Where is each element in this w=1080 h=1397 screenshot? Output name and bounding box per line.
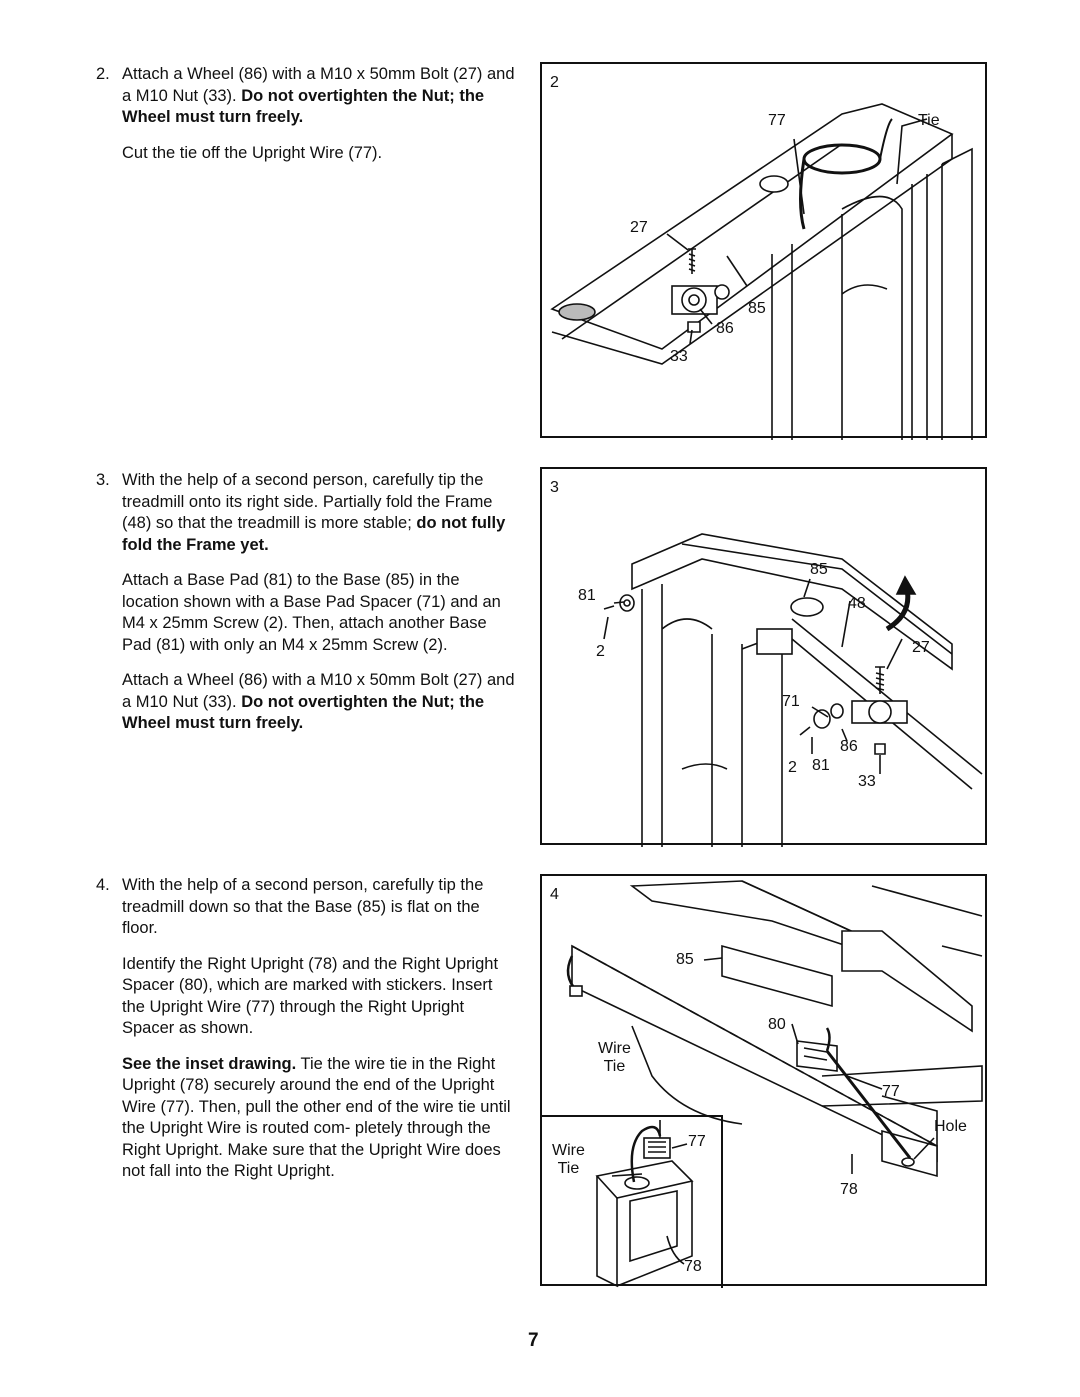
figure-number: 4 bbox=[550, 886, 559, 903]
callout-81: 81 bbox=[812, 757, 830, 774]
callout-71: 71 bbox=[782, 693, 800, 710]
figure-3-drawing bbox=[542, 469, 989, 847]
callout-77: 77 bbox=[882, 1083, 900, 1100]
step-number: 4. bbox=[96, 876, 110, 894]
step-paragraph: Cut the tie off the Upright Wire (77). bbox=[122, 143, 383, 162]
figure-4 bbox=[540, 874, 987, 1286]
step-paragraph: See the inset drawing. Tie the wire tie in the Right Upright (78) securely around the end of the Upright Wire (77). Then, pull the other end of the wire tie until the Upright Wire is routed com- pletely through the Right Upright. Make sure that the Upright Wire does not fall into the Right Upright. bbox=[122, 1054, 511, 1180]
callout-80: 80 bbox=[768, 1016, 786, 1033]
inset-callout-wire-tie: Wire Tie bbox=[552, 1142, 585, 1177]
callout-85: 85 bbox=[676, 951, 694, 968]
step-3 bbox=[96, 470, 516, 749]
callout-27: 27 bbox=[912, 639, 930, 656]
callout-wire-tie: Wire Tie bbox=[598, 1040, 631, 1075]
callout-hole: Hole bbox=[934, 1118, 967, 1135]
step-paragraph: Identify the Right Upright (78) and the Right Upright Spacer (80), which are marked with stickers. Insert the Upright Wire (77) through the Right Upright Spacer as shown. bbox=[122, 954, 499, 1037]
figure-number: 3 bbox=[550, 479, 559, 496]
step-number: 2. bbox=[96, 65, 110, 83]
step-4 bbox=[96, 875, 516, 1197]
callout-48: 48 bbox=[848, 595, 866, 612]
callout-81: 81 bbox=[578, 587, 596, 604]
figure-number: 2 bbox=[550, 74, 559, 91]
step-paragraph: Attach a Wheel (86) with a M10 x 50mm Bolt (27) and a M10 Nut (33). Do not overtighten the Nut; the Wheel must turn freely. bbox=[122, 65, 515, 126]
callout-85: 85 bbox=[810, 561, 828, 578]
step-2 bbox=[96, 64, 516, 178]
callout-86: 86 bbox=[840, 738, 858, 755]
callout-78: 78 bbox=[840, 1181, 858, 1198]
callout-2: 2 bbox=[788, 759, 797, 776]
step-paragraph: With the help of a second person, carefully tip the treadmill onto its right side. Partially fold the Frame (48) so that the treadmill is more stable; do not fully fold the Frame yet. bbox=[122, 471, 506, 554]
callout-85: 85 bbox=[748, 300, 766, 317]
inset-callout-77: 77 bbox=[688, 1133, 706, 1150]
step-paragraph: Attach a Wheel (86) with a M10 x 50mm Bolt (27) and a M10 Nut (33). Do not overtighten the Nut; the Wheel must turn freely. bbox=[122, 671, 515, 732]
figure-4-drawing bbox=[542, 876, 989, 1288]
step-paragraph: Attach a Base Pad (81) to the Base (85) in the location shown with a Base Pad Spacer (71) and an M4 x 25mm Screw (2). Then, attach another Base Pad (81) with only an M4 x 25mm Screw (2). bbox=[122, 571, 501, 654]
callout-77: 77 bbox=[768, 112, 786, 129]
callout-tie: Tie bbox=[918, 112, 940, 129]
callout-33: 33 bbox=[858, 773, 876, 790]
step-number: 3. bbox=[96, 471, 110, 489]
step-paragraph: With the help of a second person, carefully tip the treadmill down so that the Base (85) is flat on the floor. bbox=[122, 876, 484, 937]
callout-27: 27 bbox=[630, 219, 648, 236]
inset-callout-78: 78 bbox=[684, 1258, 702, 1275]
callout-86: 86 bbox=[716, 320, 734, 337]
figure-2 bbox=[540, 62, 987, 438]
callout-2: 2 bbox=[596, 643, 605, 660]
callout-33: 33 bbox=[670, 348, 688, 365]
figure-3 bbox=[540, 467, 987, 845]
page-number: 7 bbox=[528, 1330, 539, 1351]
